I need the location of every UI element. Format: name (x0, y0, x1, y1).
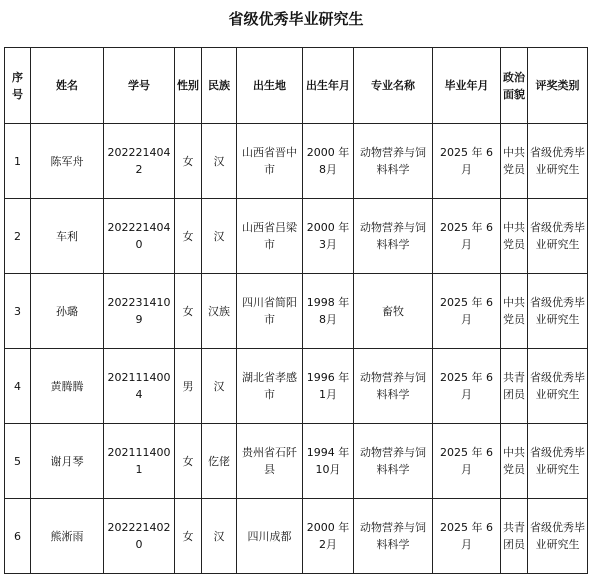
cell-birth-date: 1996 年 1月 (303, 349, 354, 424)
cell-birthplace: 贵州省石阡县 (237, 424, 303, 499)
cell-gender: 女 (175, 274, 202, 349)
cell-birth-date: 1998 年 8月 (303, 274, 354, 349)
cell-major: 畜牧 (354, 274, 433, 349)
cell-seq: 4 (5, 349, 31, 424)
table-row (5, 124, 588, 199)
cell-student-id: 2022214042 (104, 124, 175, 199)
cell-gender: 女 (175, 199, 202, 274)
cell-political: 中共党员 (501, 274, 528, 349)
cell-name: 谢月琴 (31, 424, 104, 499)
cell-gender: 女 (175, 124, 202, 199)
cell-name: 熊淅雨 (31, 499, 104, 574)
cell-gender: 女 (175, 424, 202, 499)
header-grad-date: 毕业年月 (433, 48, 501, 124)
cell-name: 陈军舟 (31, 124, 104, 199)
header-birthplace: 出生地 (237, 48, 303, 124)
cell-birthplace: 四川省简阳市 (237, 274, 303, 349)
cell-ethnicity: 汉 (202, 124, 237, 199)
cell-grad-date: 2025 年 6 月 (433, 199, 501, 274)
cell-birth-date: 2000 年 3月 (303, 199, 354, 274)
cell-student-id: 2022214020 (104, 499, 175, 574)
cell-student-id: 2022314109 (104, 274, 175, 349)
cell-birthplace: 四川成都 (237, 499, 303, 574)
cell-student-id: 2021114001 (104, 424, 175, 499)
cell-award: 省级优秀毕业研究生 (528, 124, 588, 199)
table-row (5, 349, 588, 424)
cell-seq: 3 (5, 274, 31, 349)
header-name: 姓名 (31, 48, 104, 124)
cell-award: 省级优秀毕业研究生 (528, 349, 588, 424)
header-gender: 性别 (175, 48, 202, 124)
cell-seq: 6 (5, 499, 31, 574)
cell-gender: 男 (175, 349, 202, 424)
cell-name: 黄腾腾 (31, 349, 104, 424)
cell-birthplace: 山西省晋中市 (237, 124, 303, 199)
header-political: 政治面貌 (501, 48, 528, 124)
cell-major: 动物营养与饲料科学 (354, 349, 433, 424)
cell-political: 中共党员 (501, 199, 528, 274)
cell-student-id: 2021114004 (104, 349, 175, 424)
cell-grad-date: 2025 年 6 月 (433, 424, 501, 499)
table-header-row (5, 48, 588, 124)
cell-student-id: 2022214040 (104, 199, 175, 274)
cell-name: 孙璐 (31, 274, 104, 349)
cell-major: 动物营养与饲料科学 (354, 199, 433, 274)
cell-birth-date: 2000 年 8月 (303, 124, 354, 199)
table-row (5, 199, 588, 274)
cell-birth-date: 1994 年 10月 (303, 424, 354, 499)
table-row (5, 274, 588, 349)
header-seq: 序号 (5, 48, 31, 124)
cell-birthplace: 山西省吕梁市 (237, 199, 303, 274)
cell-major: 动物营养与饲料科学 (354, 124, 433, 199)
cell-grad-date: 2025 年 6 月 (433, 124, 501, 199)
cell-political: 共青团员 (501, 499, 528, 574)
cell-birthplace: 湖北省孝感市 (237, 349, 303, 424)
cell-political: 中共党员 (501, 424, 528, 499)
cell-political: 共青团员 (501, 349, 528, 424)
header-ethnicity: 民族 (202, 48, 237, 124)
award-table (4, 47, 588, 574)
cell-grad-date: 2025 年 6 月 (433, 274, 501, 349)
cell-name: 车利 (31, 199, 104, 274)
cell-birth-date: 2000 年 2月 (303, 499, 354, 574)
cell-seq: 5 (5, 424, 31, 499)
cell-ethnicity: 汉 (202, 499, 237, 574)
cell-ethnicity: 仡佬 (202, 424, 237, 499)
table-row (5, 424, 588, 499)
page-title: 省级优秀毕业研究生 (228, 10, 364, 28)
header-student-id: 学号 (104, 48, 175, 124)
header-birth-date: 出生年月 (303, 48, 354, 124)
header-award: 评奖类别 (528, 48, 588, 124)
cell-political: 中共党员 (501, 124, 528, 199)
cell-grad-date: 2025 年 6 月 (433, 499, 501, 574)
cell-award: 省级优秀毕业研究生 (528, 274, 588, 349)
cell-ethnicity: 汉 (202, 199, 237, 274)
cell-major: 动物营养与饲料科学 (354, 499, 433, 574)
cell-award: 省级优秀毕业研究生 (528, 424, 588, 499)
cell-award: 省级优秀毕业研究生 (528, 199, 588, 274)
cell-seq: 2 (5, 199, 31, 274)
header-major: 专业名称 (354, 48, 433, 124)
cell-award: 省级优秀毕业研究生 (528, 499, 588, 574)
cell-major: 动物营养与饲料科学 (354, 424, 433, 499)
cell-ethnicity: 汉族 (202, 274, 237, 349)
cell-seq: 1 (5, 124, 31, 199)
table-row (5, 499, 588, 574)
cell-ethnicity: 汉 (202, 349, 237, 424)
cell-grad-date: 2025 年 6 月 (433, 349, 501, 424)
cell-gender: 女 (175, 499, 202, 574)
